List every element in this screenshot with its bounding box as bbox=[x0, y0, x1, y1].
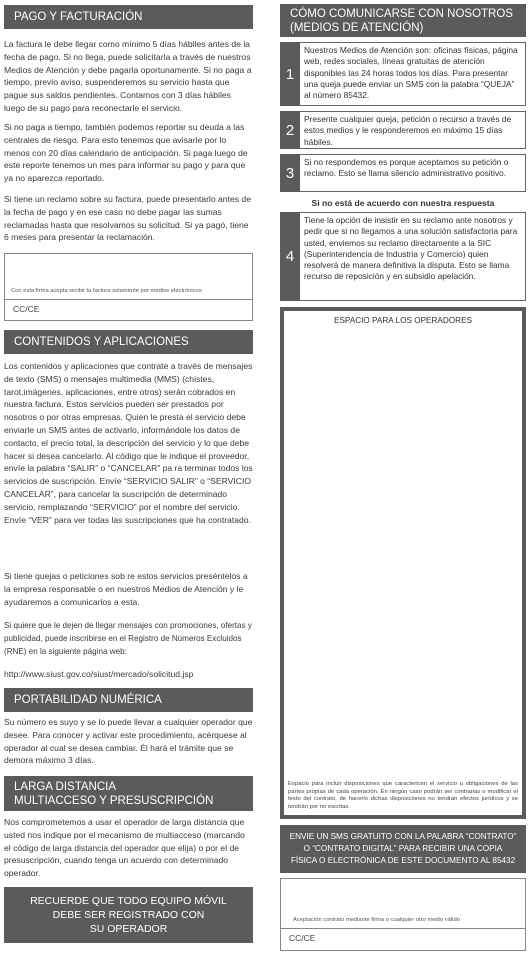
portabilidad-header bbox=[4, 688, 253, 712]
larga-distancia-title: LARGA DISTANCIA bbox=[14, 780, 117, 793]
espacio-operadores-note: Espacio para incluir disposiciones que caractericen el servicio u obligaciones de las partes propias de cada operación. En ningún caso podrán ser contrarias o modificar el texto del contrato, de hacerlo dichas disposiciones no tendrán efectos jurídicos y se tendrán por no escritas. bbox=[288, 781, 518, 810]
contrato-cc-field[interactable]: CC/CE bbox=[289, 933, 316, 943]
recuerde-line-2: DEBE SER REGISTRADO CON bbox=[52, 909, 205, 921]
sms-line-3: FÍSICA O ELECTRÓNICA DE ESTE DOCUMENTO AL 85432 bbox=[290, 856, 516, 865]
pago-paragraph-2: Si no paga a tiempo, también podemos reportar su deuda a las centrales de riesgo. Para esto tenemos que avisarle por lo menos con 20 días calendario de anticipación. Si paga luego de este reporte tenemos un mes para informar su pago y para que ya no aparezca reportado. bbox=[4, 122, 248, 184]
contrato-signature-caption: Aceptación contrato mediante firma o cualquier otro medio válido bbox=[293, 917, 460, 923]
pago-paragraph-1: La factura le debe llegar como mínimo 5 días hábiles antes de la fecha de pago. Si no llega, puede solicitarla a través de nuestros Medios de Atención y debe pagarla oportunamente. Si no paga a tiempo, previo aviso, suspenderemos su servicio hasta que pague sus saldos pendientes. Contamos con 3 días hábiles luego de su pago para reconectarle el servicio. bbox=[4, 39, 252, 113]
larga-distancia-paragraph: Nos comprometemos a usar el operador de larga distancia que usted nos indique por el mecanismo de multiacceso (marcando el código de larga distancia del operador que elija) o por el de presuscripción, cuando tenga un acuerdo con determinado operador. bbox=[4, 817, 245, 879]
step-4 bbox=[280, 212, 526, 301]
step-2-text: Presente cualquier queja, petición o recurso a través de estos medios y le responderemos en máximo 15 días hábiles. bbox=[300, 111, 526, 149]
medios-atencion-header bbox=[280, 4, 526, 37]
contrato-signature-box[interactable] bbox=[280, 878, 526, 951]
cc-field[interactable]: CC/CE bbox=[13, 304, 40, 314]
step-3-number: 3 bbox=[280, 154, 300, 192]
signature-area[interactable] bbox=[5, 254, 252, 300]
step-1 bbox=[280, 42, 526, 106]
medios-title-1: CÓMO COMUNICARSE CON NOSOTROS bbox=[290, 7, 513, 20]
contenidos-paragraph-3: Si quiere que le dejen de llegar mensajes con promociones, ofertas y publicidad, puede inscribirse en el Registro de Números Excluidos (RNE) en la siguiente página web: bbox=[4, 621, 252, 656]
contrato-signature-area[interactable] bbox=[281, 879, 525, 929]
step-3 bbox=[280, 154, 526, 192]
step-1-number: 1 bbox=[280, 42, 300, 106]
contenidos-paragraph-2: Si tiene quejas o peticiones sob re estos servicios preséntelos a la empresa responsable o en nuestros Medios de Atención y le ayudaremos a comunicarlos a esta. bbox=[4, 571, 248, 607]
signature-caption: Con esta firma acepta recibir la factura solamente por medios electrónicos bbox=[11, 288, 202, 294]
pago-facturacion-header bbox=[4, 5, 253, 29]
factura-electronica-signature-box[interactable] bbox=[4, 253, 253, 321]
medios-title-2: (MEDIOS DE ATENCIÓN) bbox=[290, 21, 424, 34]
contenidos-header bbox=[4, 330, 253, 354]
sms-line-2: O “CONTRATO DIGITAL” PARA RECIBIR UNA COPIA bbox=[303, 844, 503, 853]
recuerde-banner bbox=[4, 887, 253, 943]
step-1-text: Nuestros Medios de Atención son: oficinas físicas, página web, redes sociales, líneas gratuitas de atención disponibles las 24 horas todos los días. Para presentar una queja puede enviar un SMS con la palabra “QUEJA” al número 85432. bbox=[300, 42, 526, 106]
espacio-operadores-title: ESPACIO PARA LOS OPERADORES bbox=[333, 316, 472, 325]
rne-url-link[interactable]: http://www.siust.gov.co/siust/mercado/solicitud.jsp bbox=[4, 669, 194, 679]
pago-paragraph-3: Si tiene un reclamo sobre su factura, puede presentarlo antes de la fecha de pago y en ese caso no debe pagar las sumas reclamadas hasta que resolvamos su solicitud. Si ya pagó, tiene 6 meses para presentar la reclamación. bbox=[4, 194, 251, 243]
sms-contrato-banner bbox=[280, 825, 526, 873]
portabilidad-paragraph: Su número es suyo y se lo puede llevar a cualquier operador que desee. Para conocer y activar este procedimiento, acérquese al operador al cual se desea cambiar. Él hará el trámite que se demora máximo 3 días. bbox=[4, 717, 253, 766]
recuerde-line-3: SU OPERADOR bbox=[89, 923, 168, 935]
espacio-operadores-box bbox=[280, 307, 526, 819]
sms-line-1: ENVIE UN SMS GRATUITO CON LA PALABRA “CONTRATO” bbox=[289, 832, 517, 841]
no-acuerdo-label: Si no está de acuerdo con nuestra respuesta bbox=[311, 198, 495, 208]
step-3-text: Si no respondemos es porque aceptamos su petición o reclamo. Esto se llama silencio administrativo positivo. bbox=[300, 154, 526, 192]
portabilidad-title: PORTABILIDAD NUMÉRICA bbox=[14, 694, 162, 706]
step-2-number: 2 bbox=[280, 111, 300, 149]
contenidos-paragraph-1: Los contenidos y aplicaciones que contrate a través de mensajes de texto (SMS) o mensajes multimedia (MMS) (chistes, tarot,imágenes, aplicaciones, entre otros) serán cobrados en nuestra factura. Estos servicios pueden ser prestados por nosotros o por otras empresas. Quien le presta el servicio debe enviarle un SMS antes de activarlo, informándole los datos de contacto, el precio total, la descripción del servicio y lo que debe hacer si desea cancelarlo. Al código que le indique el proveedor, envíe la palabra “SALIR” o “CANCELAR” pa ra terminar todos los servicios de suscripción. Envíe “SERVICIO SALIR” o “SERVICIO CANCELAR”, para cancelar la suscripción de determinado servicio, remplazando “SERVICIO” por el nombre del servicio. Envíe “VER” para ver todas las suscripciones que ha contratado. bbox=[4, 361, 253, 525]
larga-distancia-header bbox=[4, 776, 253, 811]
multiacceso-title: MULTIACCESO Y PRESUSCRIPCIÓN bbox=[14, 794, 214, 807]
step-2 bbox=[280, 111, 526, 149]
recuerde-line-1: RECUERDE QUE TODO EQUIPO MÓVIL bbox=[30, 895, 227, 907]
pago-facturacion-title: PAGO Y FACTURACIÓN bbox=[14, 11, 143, 23]
step-4-text: Tiene la opción de insistir en su reclamo ante nosotros y pedir que si no llegamos a una solución satisfactoria para usted, enviemos su reclamo directamente a la SIC (Superintendencia de Industria y Comercio) quien resolverá de manera definitiva la disputa. Esto se llama recurso de reposición y en subsidio apelación. bbox=[300, 212, 526, 301]
contenidos-title: CONTENIDOS Y APLICACIONES bbox=[14, 336, 189, 348]
step-4-number: 4 bbox=[280, 212, 300, 301]
